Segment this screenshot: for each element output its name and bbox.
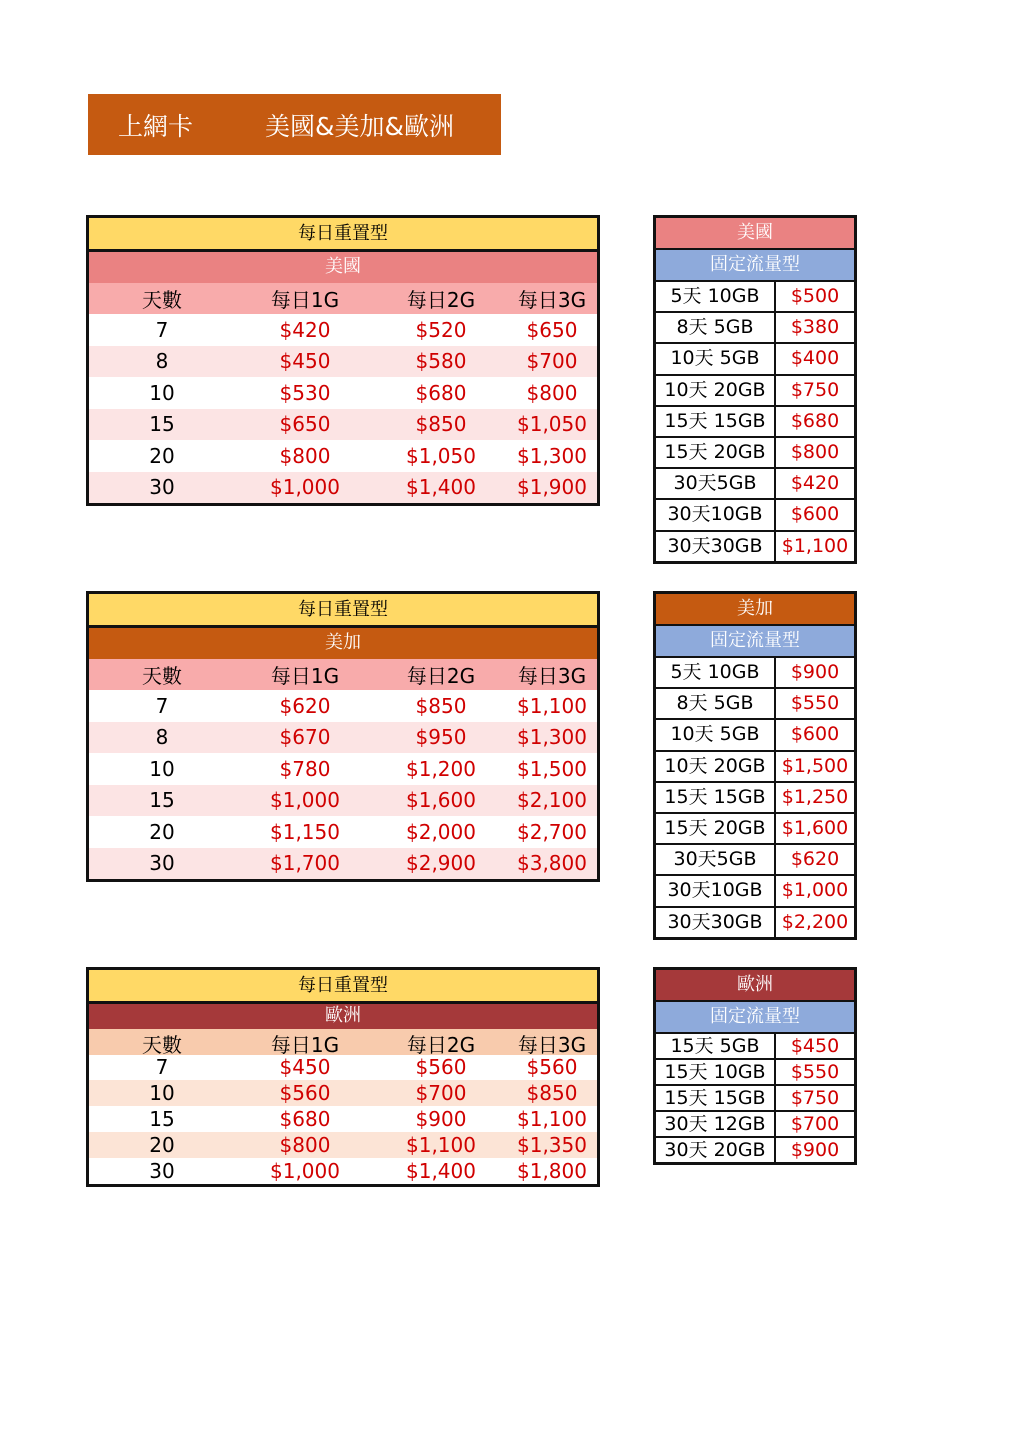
plan-type-header: 固定流量型 [656, 1002, 854, 1032]
price-cell: $1,100 [776, 532, 854, 561]
price-cell: $560 [279, 1081, 331, 1106]
table-row [656, 845, 854, 874]
price-cell: $420 [776, 469, 854, 498]
plan-cell: 15天 15GB [656, 407, 774, 436]
plan-type-header: 每日重置型 [89, 218, 597, 252]
price-cell: $1,400 [406, 1158, 476, 1183]
plan-cell: 30天10GB [656, 876, 774, 905]
price-cell: $700 [776, 1112, 854, 1136]
table-row [89, 1132, 597, 1158]
table-row [656, 1086, 854, 1110]
price-cell: $1,400 [406, 475, 476, 500]
plan-cell: 10天 5GB [656, 344, 774, 373]
price-cell: $750 [776, 1086, 854, 1110]
table-row [656, 908, 854, 937]
column-header: 天數 [142, 287, 182, 312]
table-row [656, 532, 854, 561]
days-cell: 8 [155, 725, 169, 750]
days-cell: 30 [149, 851, 175, 876]
price-cell: $850 [415, 412, 467, 437]
table-row [89, 377, 597, 409]
price-cell: $450 [279, 349, 331, 374]
table-row [656, 438, 854, 467]
price-cell: $750 [776, 376, 854, 405]
column-header: 每日1G [270, 287, 340, 312]
table-row [656, 1034, 854, 1058]
price-cell: $700 [415, 1081, 467, 1106]
price-cell: $550 [776, 689, 854, 718]
price-cell: $1,300 [517, 725, 587, 750]
price-cell: $560 [415, 1055, 467, 1080]
table-row [656, 814, 854, 843]
region-header: 歐洲 [89, 1004, 597, 1029]
price-cell: $700 [526, 349, 578, 374]
plan-type-header: 每日重置型 [89, 594, 597, 628]
table-row [89, 785, 597, 817]
table-row [89, 472, 597, 504]
price-cell: $2,000 [406, 819, 476, 844]
price-cell: $1,100 [517, 1107, 587, 1132]
table-row [89, 722, 597, 754]
table-row [656, 376, 854, 405]
days-cell: 15 [149, 412, 175, 437]
days-cell: 10 [149, 1081, 175, 1106]
price-cell: $900 [776, 1138, 854, 1162]
table-row [89, 753, 597, 785]
price-cell: $850 [526, 1081, 578, 1106]
price-cell: $1,050 [517, 412, 587, 437]
region-header: 美加 [89, 628, 597, 659]
plan-cell: 30天5GB [656, 845, 774, 874]
fixed-data-table [653, 215, 857, 564]
price-cell: $1,000 [270, 475, 340, 500]
price-cell: $1,150 [270, 819, 340, 844]
plan-cell: 15天 5GB [656, 1034, 774, 1058]
price-cell: $3,800 [517, 851, 587, 876]
table-row [89, 1106, 597, 1132]
price-cell: $450 [279, 1055, 331, 1080]
column-header: 天數 [142, 663, 182, 688]
price-cell: $1,600 [406, 788, 476, 813]
plan-type-header: 每日重置型 [89, 970, 597, 1004]
price-cell: $1,100 [406, 1132, 476, 1157]
daily-price-table [86, 591, 600, 882]
plan-cell: 10天 20GB [656, 752, 774, 781]
days-cell: 10 [149, 380, 175, 405]
days-cell: 30 [149, 475, 175, 500]
price-cell: $1,050 [406, 443, 476, 468]
table-row [89, 1055, 597, 1081]
price-cell: $1,300 [517, 443, 587, 468]
table-row [656, 407, 854, 436]
price-cell: $380 [776, 313, 854, 342]
table-row [656, 469, 854, 498]
column-header-row [89, 1029, 597, 1055]
column-header: 每日1G [270, 663, 340, 688]
price-cell: $950 [415, 725, 467, 750]
title-banner [88, 94, 501, 155]
price-cell: $1,600 [776, 814, 854, 843]
column-header-row [89, 659, 597, 691]
table-row [656, 689, 854, 718]
days-cell: 15 [149, 788, 175, 813]
column-header: 天數 [142, 1032, 182, 1057]
daily-price-table [86, 215, 600, 506]
plan-cell: 30天 20GB [656, 1138, 774, 1162]
plan-cell: 15天 10GB [656, 1060, 774, 1084]
banner-regions: 美國&美加&歐洲 [265, 111, 454, 141]
price-cell: $450 [776, 1034, 854, 1058]
plan-cell: 15天 15GB [656, 1086, 774, 1110]
price-cell: $2,900 [406, 851, 476, 876]
price-cell: $800 [279, 1132, 331, 1157]
table-row [656, 344, 854, 373]
price-cell: $1,800 [517, 1158, 587, 1183]
price-cell: $2,200 [776, 908, 854, 937]
days-cell: 7 [155, 317, 169, 342]
table-row [89, 314, 597, 346]
plan-cell: 30天 12GB [656, 1112, 774, 1136]
table-row [656, 282, 854, 311]
plan-cell: 8天 5GB [656, 313, 774, 342]
price-cell: $600 [776, 720, 854, 749]
price-cell: $800 [776, 438, 854, 467]
table-row [656, 500, 854, 529]
column-header: 每日2G [406, 287, 476, 312]
region-header: 歐洲 [656, 970, 854, 1000]
price-cell: $850 [415, 693, 467, 718]
plan-type-header: 固定流量型 [656, 626, 854, 656]
table-row [656, 1138, 854, 1162]
price-cell: $800 [526, 380, 578, 405]
price-cell: $650 [279, 412, 331, 437]
plan-cell: 15天 15GB [656, 783, 774, 812]
price-cell: $600 [776, 500, 854, 529]
table-row [656, 720, 854, 749]
price-cell: $670 [279, 725, 331, 750]
fixed-data-table [653, 967, 857, 1165]
region-header: 美國 [89, 252, 597, 283]
table-row [89, 409, 597, 441]
days-cell: 15 [149, 1107, 175, 1132]
price-cell: $620 [279, 693, 331, 718]
plan-cell: 30天10GB [656, 500, 774, 529]
table-row [656, 783, 854, 812]
column-header: 每日3G [517, 1032, 587, 1057]
column-header: 每日2G [406, 663, 476, 688]
plan-cell: 15天 20GB [656, 438, 774, 467]
price-cell: $400 [776, 344, 854, 373]
days-cell: 20 [149, 443, 175, 468]
price-cell: $1,100 [517, 693, 587, 718]
days-cell: 7 [155, 693, 169, 718]
price-cell: $800 [279, 443, 331, 468]
table-row [656, 1060, 854, 1084]
table-row [656, 876, 854, 905]
plan-cell: 10天 20GB [656, 376, 774, 405]
column-header: 每日1G [270, 1032, 340, 1057]
price-cell: $1,000 [270, 788, 340, 813]
price-cell: $680 [415, 380, 467, 405]
price-cell: $1,900 [517, 475, 587, 500]
plan-cell: 8天 5GB [656, 689, 774, 718]
region-header: 美加 [656, 594, 854, 624]
plan-type-header: 固定流量型 [656, 250, 854, 280]
region-header: 美國 [656, 218, 854, 248]
column-header: 每日3G [517, 663, 587, 688]
banner-title: 上網卡 [118, 111, 194, 141]
days-cell: 10 [149, 756, 175, 781]
plan-cell: 5天 10GB [656, 282, 774, 311]
table-row [89, 848, 597, 880]
price-cell: $1,700 [270, 851, 340, 876]
price-cell: $550 [776, 1060, 854, 1084]
price-cell: $1,250 [776, 783, 854, 812]
table-row [89, 440, 597, 472]
plan-cell: 15天 20GB [656, 814, 774, 843]
price-cell: $1,000 [270, 1158, 340, 1183]
price-cell: $1,200 [406, 756, 476, 781]
daily-price-table [86, 967, 600, 1187]
price-cell: $680 [776, 407, 854, 436]
days-cell: 7 [155, 1055, 169, 1080]
column-header: 每日3G [517, 287, 587, 312]
plan-cell: 30天30GB [656, 908, 774, 937]
table-row [656, 1112, 854, 1136]
plan-cell: 30天5GB [656, 469, 774, 498]
table-row [656, 313, 854, 342]
price-cell: $900 [415, 1107, 467, 1132]
price-cell: $680 [279, 1107, 331, 1132]
price-cell: $650 [526, 317, 578, 342]
table-row [89, 346, 597, 378]
price-cell: $520 [415, 317, 467, 342]
fixed-data-table [653, 591, 857, 940]
days-cell: 30 [149, 1158, 175, 1183]
price-cell: $620 [776, 845, 854, 874]
price-cell: $1,500 [517, 756, 587, 781]
price-cell: $530 [279, 380, 331, 405]
price-cell: $500 [776, 282, 854, 311]
table-row [656, 658, 854, 687]
days-cell: 20 [149, 1132, 175, 1157]
price-cell: $900 [776, 658, 854, 687]
table-row [89, 816, 597, 848]
price-cell: $580 [415, 349, 467, 374]
price-cell: $1,350 [517, 1132, 587, 1157]
table-row [656, 752, 854, 781]
price-cell: $780 [279, 756, 331, 781]
plan-cell: 10天 5GB [656, 720, 774, 749]
table-row [89, 1080, 597, 1106]
price-cell: $2,100 [517, 788, 587, 813]
price-cell: $420 [279, 317, 331, 342]
column-header-row [89, 283, 597, 315]
column-header: 每日2G [406, 1032, 476, 1057]
days-cell: 8 [155, 349, 169, 374]
table-row [89, 1158, 597, 1184]
plan-cell: 30天30GB [656, 532, 774, 561]
days-cell: 20 [149, 819, 175, 844]
price-cell: $1,000 [776, 876, 854, 905]
price-cell: $560 [526, 1055, 578, 1080]
plan-cell: 5天 10GB [656, 658, 774, 687]
price-cell: $1,500 [776, 752, 854, 781]
price-cell: $2,700 [517, 819, 587, 844]
table-row [89, 690, 597, 722]
